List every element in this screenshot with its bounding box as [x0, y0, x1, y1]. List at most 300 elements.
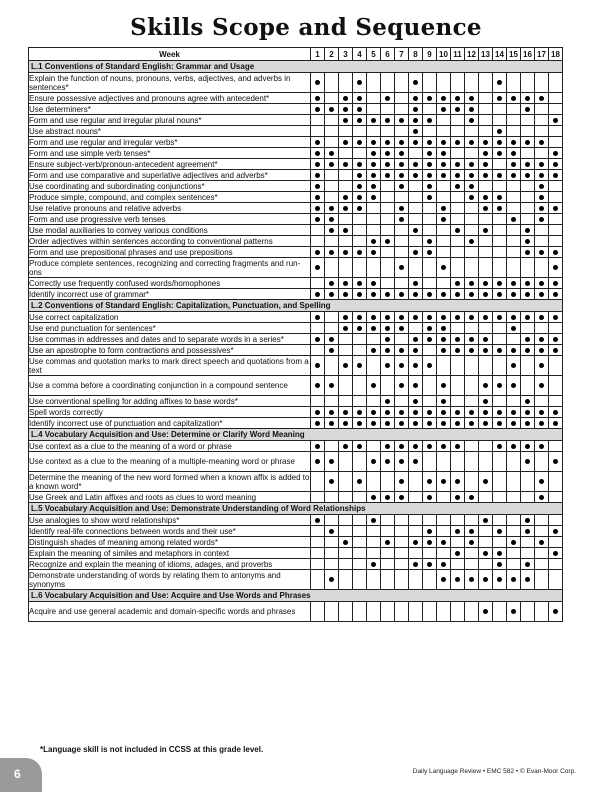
week-cell: [465, 170, 479, 181]
week-cell: [479, 492, 493, 503]
week-cell: [507, 236, 521, 247]
week-cell: [437, 418, 451, 429]
week-cell: [535, 214, 549, 225]
week-cell: [437, 137, 451, 148]
skill-covered-dot-icon: [371, 459, 376, 464]
week-cell: [353, 104, 367, 115]
week-cell: [549, 312, 563, 323]
week-cell: [549, 137, 563, 148]
week-cell: [409, 225, 423, 236]
skill-row: [29, 515, 563, 526]
week-cell: [437, 407, 451, 418]
week-cell: [521, 289, 535, 300]
week-cell: [437, 356, 451, 376]
week-cell: [479, 376, 493, 396]
week-cell: [395, 126, 409, 137]
week-cell: [325, 278, 339, 289]
skill-covered-dot-icon: [511, 540, 516, 545]
skill-covered-dot-icon: [483, 228, 488, 233]
week-cell: [507, 452, 521, 472]
week-cell: [409, 148, 423, 159]
skill-covered-dot-icon: [427, 292, 432, 297]
week-cell: [507, 148, 521, 159]
skill-label: Form and use regular and irregular plural nouns*: [29, 115, 311, 126]
week-cell: [367, 345, 381, 356]
week-cell: [381, 602, 395, 622]
week-cell: [465, 93, 479, 104]
week-cell: [465, 334, 479, 345]
week-cell: [367, 159, 381, 170]
skill-covered-dot-icon: [483, 140, 488, 145]
week-cell: [353, 214, 367, 225]
week-cell: [339, 115, 353, 126]
skill-covered-dot-icon: [511, 348, 516, 353]
week-cell: [423, 418, 437, 429]
week-cell: [395, 170, 409, 181]
skill-covered-dot-icon: [315, 337, 320, 342]
skill-covered-dot-icon: [315, 292, 320, 297]
week-cell: [465, 548, 479, 559]
week-cell: [479, 258, 493, 278]
week-cell: [507, 548, 521, 559]
week-cell: [381, 192, 395, 203]
week-cell: [521, 236, 535, 247]
week-cell: [535, 258, 549, 278]
week-cell: [493, 356, 507, 376]
week-cell: [409, 181, 423, 192]
skill-covered-dot-icon: [385, 140, 390, 145]
week-cell: [395, 203, 409, 214]
skill-covered-dot-icon: [525, 107, 530, 112]
skill-covered-dot-icon: [315, 96, 320, 101]
week-cell: [381, 137, 395, 148]
skill-covered-dot-icon: [371, 162, 376, 167]
skill-covered-dot-icon: [357, 195, 362, 200]
skill-covered-dot-icon: [371, 410, 376, 415]
week-cell: [521, 148, 535, 159]
week-cell: [465, 104, 479, 115]
skill-covered-dot-icon: [525, 529, 530, 534]
section-header-row: [29, 61, 563, 73]
week-cell: [311, 345, 325, 356]
week-cell: [353, 452, 367, 472]
week-cell: [311, 104, 325, 115]
skill-covered-dot-icon: [553, 281, 558, 286]
week-cell: [437, 214, 451, 225]
week-cell: [311, 214, 325, 225]
week-cell: [325, 548, 339, 559]
skill-covered-dot-icon: [483, 421, 488, 426]
skill-covered-dot-icon: [357, 206, 362, 211]
week-cell: [409, 396, 423, 407]
week-cell: [521, 247, 535, 258]
week-cell: [381, 452, 395, 472]
skill-label: Determine the meaning of the new word formed when a known affix is added to a known word*: [29, 472, 310, 491]
skill-covered-dot-icon: [497, 140, 502, 145]
week-cell: [535, 345, 549, 356]
week-cell: [493, 312, 507, 323]
skill-label: Spell words correctly: [29, 407, 311, 418]
skill-covered-dot-icon: [455, 281, 460, 286]
week-cell: [521, 452, 535, 472]
table-header-row: [29, 48, 563, 61]
week-cell: [339, 214, 353, 225]
skill-label: Use conventional spelling for adding affixes to base words*: [29, 396, 311, 407]
week-cell: [437, 278, 451, 289]
week-cell: [521, 258, 535, 278]
week-cell: [311, 323, 325, 334]
skill-covered-dot-icon: [497, 529, 502, 534]
week-cell: [367, 247, 381, 258]
week-cell: [339, 289, 353, 300]
week-cell: [549, 104, 563, 115]
skill-covered-dot-icon: [399, 421, 404, 426]
week-cell: [437, 181, 451, 192]
week-cell: [479, 137, 493, 148]
week-cell: [479, 345, 493, 356]
week-cell: [479, 570, 493, 590]
week-cell: [493, 376, 507, 396]
week-cell: [437, 93, 451, 104]
week-cell: [409, 236, 423, 247]
skill-covered-dot-icon: [469, 118, 474, 123]
skill-covered-dot-icon: [385, 173, 390, 178]
week-cell: [549, 126, 563, 137]
week-cell: [353, 93, 367, 104]
week-cell: [465, 115, 479, 126]
section-title: L.5 Vocabulary Acquisition and Use: Demonstrate Understanding of Word Relationships: [29, 503, 563, 515]
skill-covered-dot-icon: [315, 421, 320, 426]
week-cell: [507, 515, 521, 526]
week-cell: [353, 258, 367, 278]
week-cell: [437, 472, 451, 492]
week-cell: [395, 526, 409, 537]
skill-covered-dot-icon: [413, 421, 418, 426]
week-cell: [437, 170, 451, 181]
week-cell: [549, 570, 563, 590]
week-cell: [549, 192, 563, 203]
skill-covered-dot-icon: [455, 140, 460, 145]
skill-covered-dot-icon: [427, 479, 432, 484]
week-cell: [479, 192, 493, 203]
skill-covered-dot-icon: [371, 383, 376, 388]
week-cell: [479, 515, 493, 526]
week-cell: [325, 170, 339, 181]
week-cell: [437, 225, 451, 236]
week-cell: [353, 441, 367, 452]
week-cell: [493, 559, 507, 570]
week-cell: [549, 345, 563, 356]
week-cell: [507, 334, 521, 345]
skill-covered-dot-icon: [357, 444, 362, 449]
week-cell: [311, 236, 325, 247]
week-cell: [409, 289, 423, 300]
skill-covered-dot-icon: [483, 173, 488, 178]
week-cell: [409, 548, 423, 559]
skill-covered-dot-icon: [525, 315, 530, 320]
week-cell: [493, 247, 507, 258]
week-cell: [367, 181, 381, 192]
week-cell: [367, 515, 381, 526]
week-cell: [395, 247, 409, 258]
week-cell: [479, 472, 493, 492]
skill-covered-dot-icon: [553, 348, 558, 353]
skill-covered-dot-icon: [413, 80, 418, 85]
skill-covered-dot-icon: [441, 399, 446, 404]
week-cell: [549, 452, 563, 472]
week-cell: [311, 278, 325, 289]
skill-covered-dot-icon: [413, 140, 418, 145]
skill-covered-dot-icon: [343, 250, 348, 255]
skill-covered-dot-icon: [315, 383, 320, 388]
skill-label: Use modal auxiliaries to convey various conditions: [29, 225, 311, 236]
week-cell: [549, 376, 563, 396]
skill-covered-dot-icon: [315, 80, 320, 85]
skill-covered-dot-icon: [469, 337, 474, 342]
skill-covered-dot-icon: [525, 459, 530, 464]
skill-covered-dot-icon: [329, 348, 334, 353]
skill-label: Use commas and quotation marks to mark direct speech and quotations from a text: [29, 356, 309, 375]
week-cell: [395, 396, 409, 407]
week-cell: [451, 312, 465, 323]
week-cell: [325, 73, 339, 93]
week-cell: [451, 441, 465, 452]
skill-covered-dot-icon: [343, 326, 348, 331]
skill-covered-dot-icon: [315, 162, 320, 167]
skill-covered-dot-icon: [483, 410, 488, 415]
week-cell: [437, 526, 451, 537]
skill-covered-dot-icon: [315, 107, 320, 112]
week-cell: [437, 602, 451, 622]
week-cell: [465, 148, 479, 159]
week-cell: [437, 126, 451, 137]
week-cell: [465, 472, 479, 492]
week-cell: [409, 515, 423, 526]
skill-covered-dot-icon: [371, 292, 376, 297]
skill-label: Use coordinating and subordinating conjunctions*: [29, 181, 311, 192]
skill-covered-dot-icon: [413, 363, 418, 368]
skill-covered-dot-icon: [469, 281, 474, 286]
skill-covered-dot-icon: [497, 80, 502, 85]
week-cell: [465, 602, 479, 622]
week-cell: [507, 289, 521, 300]
week-cell: [381, 515, 395, 526]
week-cell: [535, 334, 549, 345]
week-cell: [367, 570, 381, 590]
skill-covered-dot-icon: [441, 444, 446, 449]
skill-covered-dot-icon: [329, 421, 334, 426]
week-cell: [311, 559, 325, 570]
skill-covered-dot-icon: [357, 410, 362, 415]
skill-covered-dot-icon: [427, 540, 432, 545]
skill-covered-dot-icon: [385, 410, 390, 415]
skill-covered-dot-icon: [413, 118, 418, 123]
week-cell: [367, 126, 381, 137]
skill-covered-dot-icon: [525, 281, 530, 286]
week-cell: [451, 396, 465, 407]
week-cell: [493, 407, 507, 418]
week-cell: [507, 312, 521, 323]
week-cell: [549, 472, 563, 492]
week-cell: [339, 548, 353, 559]
skill-covered-dot-icon: [329, 228, 334, 233]
week-cell: [549, 356, 563, 376]
week-cell: [311, 148, 325, 159]
skill-covered-dot-icon: [343, 228, 348, 233]
skill-covered-dot-icon: [413, 540, 418, 545]
week-cell: [339, 312, 353, 323]
week-cell: [549, 214, 563, 225]
week-cell: [409, 126, 423, 137]
skill-row: [29, 148, 563, 159]
week-cell: [381, 236, 395, 247]
week-cell: [549, 492, 563, 503]
skill-covered-dot-icon: [511, 162, 516, 167]
week-cell: [409, 441, 423, 452]
week-cell: [353, 492, 367, 503]
skill-covered-dot-icon: [329, 151, 334, 156]
week-cell: [549, 170, 563, 181]
week-cell: [549, 323, 563, 334]
week-cell: [549, 93, 563, 104]
week-cell: [339, 345, 353, 356]
week-cell: [507, 170, 521, 181]
week-cell: [479, 104, 493, 115]
week-cell: [325, 602, 339, 622]
skill-covered-dot-icon: [539, 421, 544, 426]
week-cell: [353, 278, 367, 289]
skill-covered-dot-icon: [329, 479, 334, 484]
skill-covered-dot-icon: [413, 399, 418, 404]
skill-covered-dot-icon: [441, 348, 446, 353]
page-number: 6: [14, 767, 21, 781]
scope-sequence-table: [28, 47, 563, 622]
week-cell: [451, 356, 465, 376]
skill-covered-dot-icon: [525, 410, 530, 415]
week-cell: [535, 602, 549, 622]
skill-covered-dot-icon: [455, 228, 460, 233]
skill-covered-dot-icon: [399, 363, 404, 368]
week-cell: [353, 334, 367, 345]
week-cell: [395, 236, 409, 247]
week-cell: [423, 278, 437, 289]
skill-row: [29, 602, 563, 622]
skill-covered-dot-icon: [371, 173, 376, 178]
week-cell: [409, 247, 423, 258]
week-cell: [521, 93, 535, 104]
week-cell: [521, 559, 535, 570]
week-cell: [451, 548, 465, 559]
skill-covered-dot-icon: [553, 206, 558, 211]
skill-covered-dot-icon: [413, 562, 418, 567]
week-cell: [381, 396, 395, 407]
skill-covered-dot-icon: [329, 337, 334, 342]
skill-covered-dot-icon: [553, 421, 558, 426]
week-cell: [493, 214, 507, 225]
week-cell: [423, 570, 437, 590]
skill-row: [29, 472, 563, 492]
skill-covered-dot-icon: [511, 383, 516, 388]
skill-covered-dot-icon: [525, 399, 530, 404]
week-cell: [451, 452, 465, 472]
week-cell: [381, 537, 395, 548]
week-cell: [395, 407, 409, 418]
skill-covered-dot-icon: [371, 239, 376, 244]
week-cell: [451, 515, 465, 526]
week-cell: [451, 537, 465, 548]
week-cell: [367, 192, 381, 203]
skill-covered-dot-icon: [357, 479, 362, 484]
week-cell: [465, 126, 479, 137]
skill-covered-dot-icon: [427, 162, 432, 167]
skill-covered-dot-icon: [553, 292, 558, 297]
week-cell: [325, 225, 339, 236]
skill-covered-dot-icon: [511, 609, 516, 614]
week-cell: [395, 93, 409, 104]
skill-covered-dot-icon: [371, 421, 376, 426]
week-cell: [437, 192, 451, 203]
skill-covered-dot-icon: [329, 529, 334, 534]
week-cell: [521, 181, 535, 192]
week-cell: [507, 203, 521, 214]
section-title: L.2 Conventions of Standard English: Capitalization, Punctuation, and Spelling: [29, 300, 563, 312]
skill-covered-dot-icon: [329, 162, 334, 167]
week-cell: [451, 258, 465, 278]
section-header-row: [29, 429, 563, 441]
week-cell: [465, 356, 479, 376]
skill-covered-dot-icon: [511, 281, 516, 286]
skill-covered-dot-icon: [399, 383, 404, 388]
week-cell: [535, 278, 549, 289]
skill-label: Ensure subject-verb/pronoun-antecedent agreement*: [29, 159, 311, 170]
week-cell: [311, 334, 325, 345]
skill-label: Form and use regular and irregular verbs*: [29, 137, 311, 148]
skill-label: Identify incorrect use of punctuation and capitalization*: [29, 418, 311, 429]
week-cell: [367, 312, 381, 323]
week-cell: [353, 159, 367, 170]
skill-covered-dot-icon: [343, 162, 348, 167]
skill-label: Distinguish shades of meaning among related words*: [29, 537, 311, 548]
week-cell: [353, 356, 367, 376]
skill-covered-dot-icon: [385, 337, 390, 342]
week-cell: [311, 515, 325, 526]
week-cell: [395, 73, 409, 93]
week-cell: [381, 104, 395, 115]
week-cell: [493, 104, 507, 115]
week-cell: [479, 126, 493, 137]
skill-covered-dot-icon: [371, 518, 376, 523]
week-cell: [325, 203, 339, 214]
skill-covered-dot-icon: [483, 337, 488, 342]
week-cell: [451, 602, 465, 622]
skill-covered-dot-icon: [525, 444, 530, 449]
week-cell: [549, 418, 563, 429]
week-cell: [353, 137, 367, 148]
week-cell: [521, 418, 535, 429]
week-cell: [507, 137, 521, 148]
skill-covered-dot-icon: [399, 459, 404, 464]
skill-covered-dot-icon: [399, 173, 404, 178]
week-cell: [311, 137, 325, 148]
week-cell: [493, 548, 507, 559]
week-cell: [423, 247, 437, 258]
week-cell: [367, 203, 381, 214]
week-cell: [409, 492, 423, 503]
week-cell: [395, 258, 409, 278]
week-cell: [535, 126, 549, 137]
week-cell: [535, 236, 549, 247]
skill-covered-dot-icon: [315, 518, 320, 523]
